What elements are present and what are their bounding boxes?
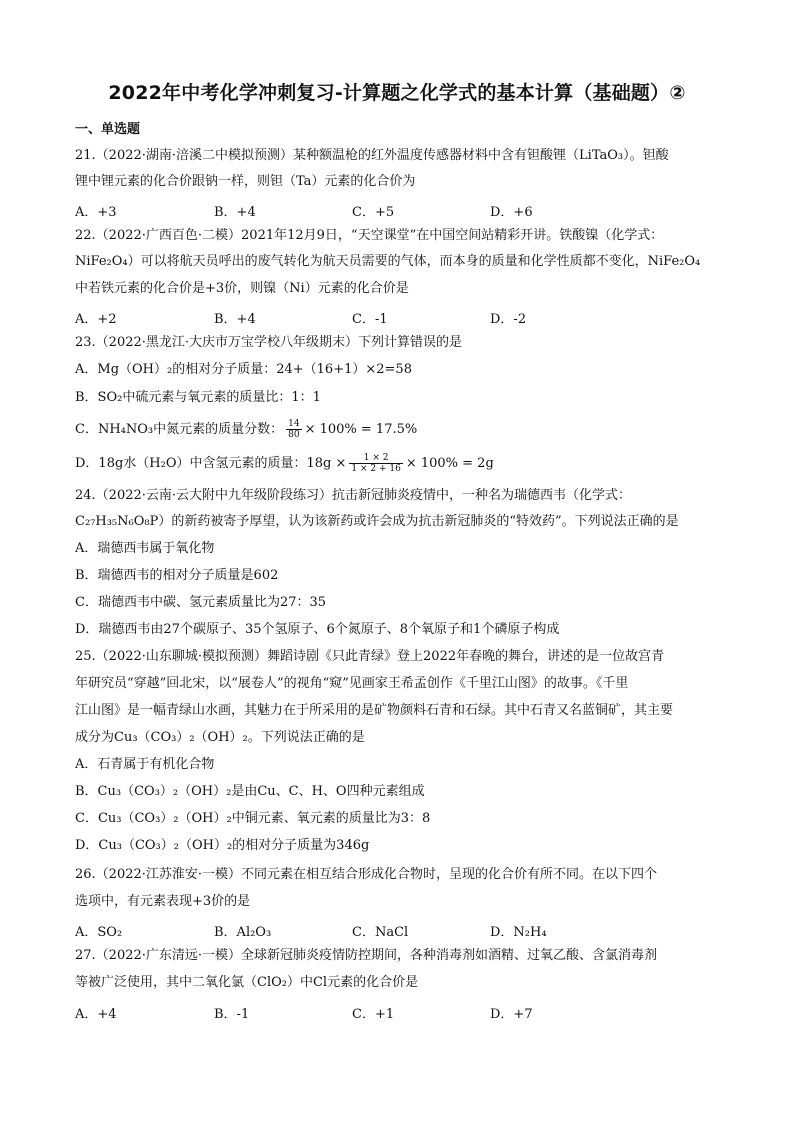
option-d: D．+7: [490, 1007, 533, 1022]
option-b: B．+4: [214, 205, 256, 220]
question-22-line-1: 22.（2022·广西百色·二模）2021年12月9日，“天空课堂”在中国空间站精彩开讲。铁酸镍（化学式：: [75, 228, 664, 243]
option-d: D．-2: [490, 312, 527, 327]
option-b: B．-1: [214, 1007, 250, 1022]
question-26-line-1: 26.（2022·江苏淮安·一模）不同元素在相互结合形成化合物时，呈现的化合价有所不同。在以下四个: [75, 867, 658, 882]
question-25-option-a: A．石青属于有机化合物: [75, 757, 215, 772]
question-24-line-1: 24.（2022·云南·云大附中九年级阶段练习）抗击新冠肺炎疫情中，一种名为瑞德西韦（化学式：: [75, 488, 632, 503]
question-22-options: [75, 308, 725, 327]
question-27-options: [75, 1003, 725, 1022]
fraction-denominator: 1 × 2 + 16: [351, 464, 401, 474]
option-a: A．+4: [75, 1007, 117, 1022]
question-25-line-3: 江山图》是一幅青绿山水画，其魅力在于所采用的是矿物颜料石青和石绿。其中石青又名蓝铜矿，其主要: [75, 703, 674, 718]
option-c: C．-1: [352, 312, 388, 327]
option-c: C．+1: [352, 1007, 395, 1022]
fraction: [349, 453, 402, 474]
question-27-line-2: 等被广泛使用，其中二氧化氯（ClO₂）中Cl元素的化合价是: [75, 975, 419, 990]
option-c: C．NaCl: [352, 925, 409, 940]
question-24-option-c: C．瑞德西韦中碳、氢元素质量比为27：35: [75, 595, 327, 610]
option-a: A．SO₂: [75, 925, 123, 940]
question-22-line-2: NiFe₂O₄）可以将航天员呼出的废气转化为航天员需要的气体，而本身的质量和化学性质都不变化，NiFe₂O₄: [75, 254, 701, 269]
option-d-result: × 100% = 2g: [405, 456, 494, 471]
option-b: B．Al₂O₃: [214, 925, 272, 940]
question-23-option-a: A．Mg（OH）₂的相对分子质量：24+（16+1）×2=58: [75, 362, 412, 377]
question-25-line-2: 年研究员“穿越”回北宋，以“展卷人”的视角“窥”见画家王希孟创作《千里江山图》的故事。《千里: [75, 676, 629, 691]
fraction-numerator: 14: [288, 419, 300, 429]
option-c-result: × 100% = 17.5%: [304, 422, 418, 437]
question-21-options: [75, 201, 725, 220]
question-23-option-b: B．SO₂中硫元素与氧元素的质量比：1：1: [75, 390, 321, 405]
option-a: A．+2: [75, 312, 117, 327]
question-24-line-2: C₂₇H₃₅N₆O₈P）的新药被寄予厚望，认为该新药或许会成为抗击新冠肺炎的“特效药”。下列说法正确的是: [75, 514, 679, 529]
question-26-line-2: 选项中，有元素表现+3价的是: [75, 894, 251, 909]
question-21-line-2: 锂中锂元素的化合价跟钠一样，则钽（Ta）元素的化合价为: [75, 174, 416, 189]
question-25-option-b: B．Cu₃（CO₃）₂（OH）₂是由Cu、C、H、O四种元素组成: [75, 784, 425, 799]
option-d-text: D．18g水（H₂O）中含氢元素的质量：18g ×: [75, 456, 347, 471]
option-a: A．+3: [75, 205, 117, 220]
question-25-line-1: 25.（2022·山东聊城·模拟预测）舞蹈诗剧《只此青绿》登上2022年春晚的舞台，讲述的是一位故宫青: [75, 649, 665, 664]
question-23-option-d: [75, 452, 725, 476]
question-23-option-c: [75, 418, 725, 442]
fraction-numerator: 1 × 2: [349, 453, 402, 464]
section-heading: 一、单选题: [75, 122, 141, 137]
question-24-option-a: A．瑞德西韦属于氧化物: [75, 541, 215, 556]
fraction: [286, 419, 301, 440]
option-c: C．+5: [352, 205, 395, 220]
page-title: 2022年中考化学冲刺复习-计算题之化学式的基本计算（基础题）②: [108, 82, 686, 104]
option-d: D．+6: [490, 205, 533, 220]
question-27-line-1: 27.（2022·广东清远·一模）全球新冠肺炎疫情防控期间，各种消毒剂如酒精、过氧乙酸、含氯消毒剂: [75, 948, 658, 963]
question-24-option-d: D．瑞德西韦由27个碳原子、35个氢原子、6个氮原子、8个氧原子和1个磷原子构成: [75, 622, 560, 637]
question-23-line-1: 23.（2022·黑龙江·大庆市万宝学校八年级期末）下列计算错误的是: [75, 335, 463, 350]
question-25-line-4: 成分为Cu₃（CO₃）₂（OH）₂。下列说法正确的是: [75, 730, 365, 745]
question-25-option-d: D．Cu₃（CO₃）₂（OH）₂的相对分子质量为346g: [75, 838, 370, 853]
question-21-line-1: 21.（2022·湖南·涪溪二中模拟预测）某种额温枪的红外温度传感器材料中含有钽酸锂（LiTaO₃）。钽酸: [75, 148, 669, 163]
question-26-options: [75, 921, 725, 940]
question-24-option-b: B．瑞德西韦的相对分子质量是602: [75, 568, 279, 583]
option-d: D．N₂H₄: [490, 925, 547, 940]
question-22-line-3: 中若铁元素的化合价是+3价，则镍（Ni）元素的化合价是: [75, 281, 409, 296]
option-c-text: C．NH₄NO₃中氮元素的质量分数：: [75, 422, 284, 437]
fraction-denominator: 80: [288, 430, 300, 440]
option-b: B．+4: [214, 312, 256, 327]
question-25-option-c: C．Cu₃（CO₃）₂（OH）₂中铜元素、氧元素的质量比为3：8: [75, 811, 431, 826]
